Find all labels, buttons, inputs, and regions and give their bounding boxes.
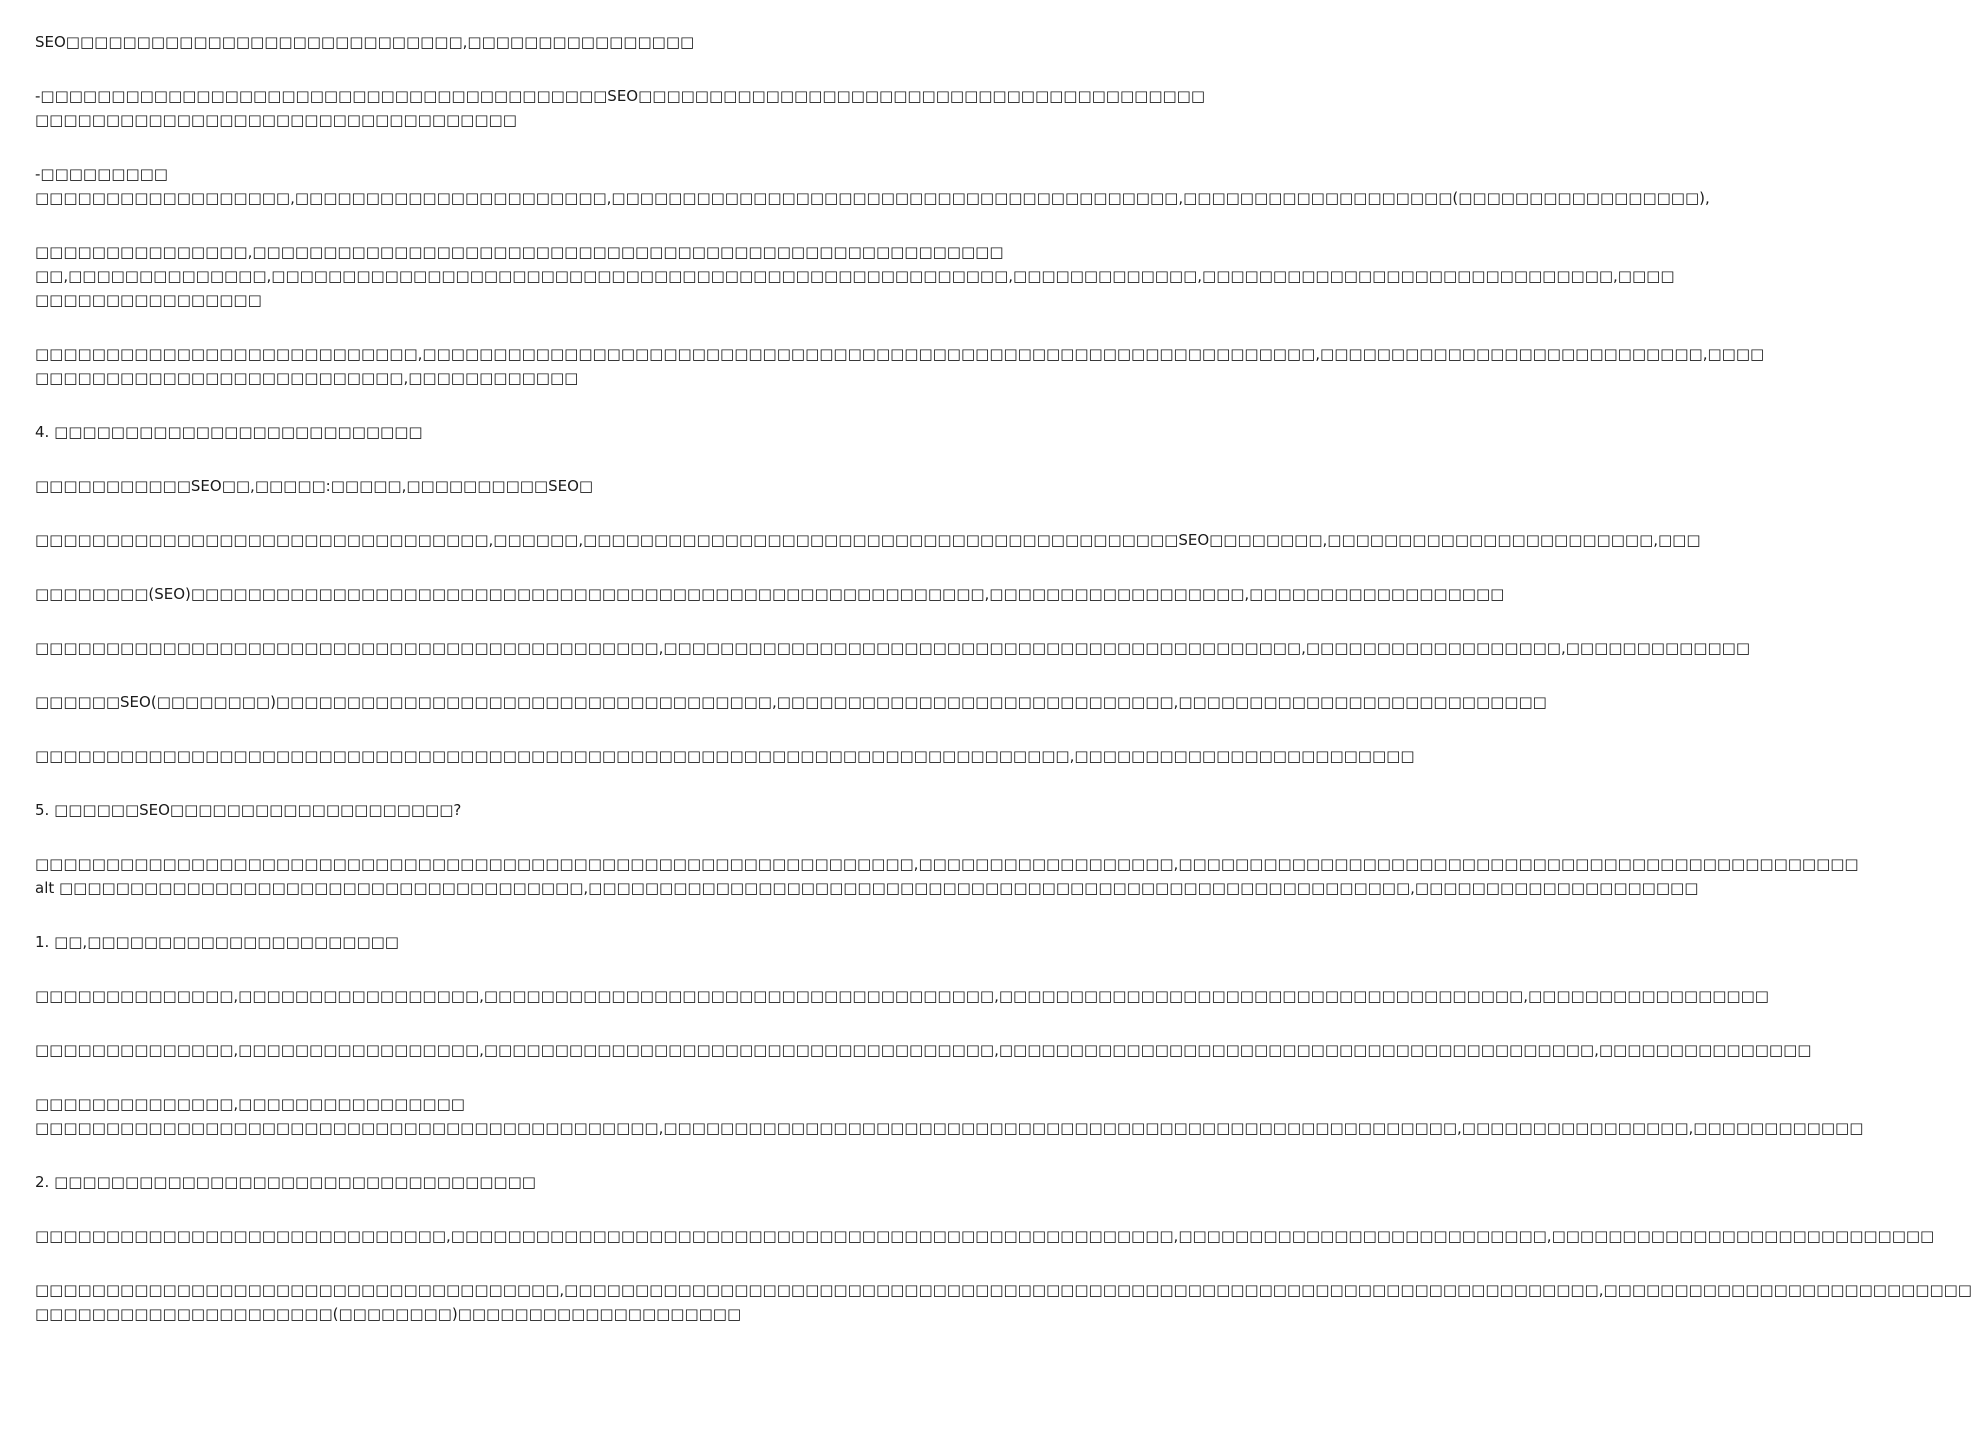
section-heading [35,798,990,822]
paragraph [35,1278,1972,1326]
paragraph [35,582,1505,606]
text-line: 4. □□□□□□□□□□□□□□□□□□□□□□□□□□ [35,423,423,441]
paragraph [35,84,1206,132]
paragraph [35,852,1859,900]
text-line: -□□□□□□□□□ [35,165,168,183]
text-line: □□□□□□□□□□□□□□□□□□□□□□□□□□□□□,□□□□□□□□□□□□□□□□□□□□□□□□□□□□□□□□□□□□□□□□□□□□□□□□□□□,□□□□□□□□□□□□□□□□□□□□□□□□□□,□□□□□□□□□□□□□□□□□□□□□□□□□□□ [35,1227,1935,1245]
text-line: □□□□□□□□□□□□□□□□□□□□□□□□□□□□□□□□□□ [35,111,517,129]
text-line: □□□□□□□□□□□□□□,□□□□□□□□□□□□□□□□ [35,1095,465,1113]
paragraph [35,984,1769,1008]
document-page [35,30,1972,1430]
paragraph [35,690,1547,714]
section-heading [35,930,990,954]
text-line: □□□□□□□□□□□□□□,□□□□□□□□□□□□□□□□□,□□□□□□□□□□□□□□□□□□□□□□□□□□□□□□□□□□□□,□□□□□□□□□□□□□□□□□□□□□□□□□□□□□□□□□□□□□,□□□□□□□□□□□□□□□□□ [35,987,1769,1005]
text-line: □□□□□□□□□□□□□□□□□□□□□□□□□□,□□□□□□□□□□□□ [35,369,579,387]
paragraph [35,30,990,54]
section-heading [35,420,990,444]
text-line: □□□□□□□□□□□□□□□□ [35,291,262,309]
text-line: SEO□□□□□□□□□□□□□□□□□□□□□□□□□□□□,□□□□□□□□□□□□□□□□ [35,33,695,51]
text-line: 1. □□,□□□□□□□□□□□□□□□□□□□□□□ [35,933,399,951]
text-line: □□,□□□□□□□□□□□□□□,□□□□□□□□□□□□□□□□□□□□□□□□□□□□□□□□□□□□□□□□□□□□□□□□□□□□,□□□□□□□□□□□□□,□□□□□□□□□□□□□□□□□□□□□□□□□□□□□,□□□□ [35,267,1675,285]
paragraph [35,240,1675,312]
text-line: □□□□□□□□□□□□□□□□□□□□□□□□□□□□□□□□□□□□□□□□□□□□,□□□□□□□□□□□□□□□□□□□□□□□□□□□□□□□□□□□□□□□□□□□□□,□□□□□□□□□□□□□□□□□□,□□□□□□□□□□□□□ [35,639,1750,657]
text-line: □□□□□□□□□□□□□□,□□□□□□□□□□□□□□□□□,□□□□□□□□□□□□□□□□□□□□□□□□□□□□□□□□□□□□,□□□□□□□□□□□□□□□□□□□□□□□□□□□□□□□□□□□□□□□□□□,□□□□□□□□□□□□□□□ [35,1041,1812,1059]
paragraph [35,636,1750,660]
text-line: □□□□□□□□□□□□□□□□□□,□□□□□□□□□□□□□□□□□□□□□□,□□□□□□□□□□□□□□□□□□□□□□□□□□□□□□□□□□□□□□□□,□□□□□□□□□□□□□□□□□□□(□□□□□□□□□□□□□□□□□), [35,189,1710,207]
text-line: □□□□□□□□□□□□□□□□□□□□□□□□□□□□□□□□,□□□□□□,□□□□□□□□□□□□□□□□□□□□□□□□□□□□□□□□□□□□□□□□□□SEO□□□□□□□□,□□□□□□□□□□□□□□□□□□□□□□□,□□□ [35,531,1701,549]
text-line: □□□□□□□□□□□□□□□□□□□□□□□□□□□□□□□□□□□□□□□□□□□□,□□□□□□□□□□□□□□□□□□□□□□□□□□□□□□□□□□□□□□□□□□□□□□□□□□□□□□□□,□□□□□□□□□□□□□□□□,□□□□□□□□□□□□ [35,1119,1864,1137]
text-line: □□□□□□□□□□□SEO□□,□□□□□:□□□□□,□□□□□□□□□□SEO□ [35,477,594,495]
text-line: □□□□□□SEO(□□□□□□□□)□□□□□□□□□□□□□□□□□□□□□□□□□□□□□□□□□□□,□□□□□□□□□□□□□□□□□□□□□□□□□□□□,□□□□□□□□□□□□□□□□□□□□□□□□□□ [35,693,1547,711]
text-line: 2. □□□□□□□□□□□□□□□□□□□□□□□□□□□□□□□□□□ [35,1173,536,1191]
text-line: □□□□□□□□□□□□□□□□□□□□□□□□□□□□□□□□□□□□□□□□□□□□□□□□□□□□□□□□□□□□□□□□□□□□□□□□□,□□□□□□□□□□□□□□□□□□□□□□□□ [35,747,1415,765]
paragraph [35,474,990,498]
text-line: □□□□□□□□□□□□□□□□□□□□□□□□□□□,□□□□□□□□□□□□□□□□□□□□□□□□□□□□□□□□□□□□□□□□□□□□□□□□□□□□□□□□□□□□□□□,□□□□□□□□□□□□□□□□□□□□□□□□□□□,□□□□ [35,345,1765,363]
text-line: alt □□□□□□□□□□□□□□□□□□□□□□□□□□□□□□□□□□□□□,□□□□□□□□□□□□□□□□□□□□□□□□□□□□□□□□□□□□□□□□□□□□□□□□□□□□□□□□□□,□□□□□□□□□□□□□□□□□□□□ [35,879,1699,897]
paragraph [35,342,1765,390]
paragraph [35,1224,1935,1248]
paragraph [35,162,1710,210]
text-line: □□□□□□□□□□□□□□□□□□□□□(□□□□□□□□)□□□□□□□□□□□□□□□□□□□□ [35,1305,742,1323]
paragraph [35,1092,1864,1140]
text-line: 5. □□□□□□SEO□□□□□□□□□□□□□□□□□□□□? [35,801,462,819]
text-line: -□□□□□□□□□□□□□□□□□□□□□□□□□□□□□□□□□□□□□□□□SEO□□□□□□□□□□□□□□□□□□□□□□□□□□□□□□□□□□□□□□□□ [35,87,1206,105]
text-line: □□□□□□□□□□□□□□□□□□□□□□□□□□□□□□□□□□□□□□□□□□□□□□□□□□□□□□□□□□□□□□,□□□□□□□□□□□□□□□□□□,□□□□□□□□□□□□□□□□□□□□□□□□□□□□□□□□□□□□□□□□□□□□□□□□ [35,855,1859,873]
paragraph [35,1038,1812,1062]
text-line: □□□□□□□□(SEO)□□□□□□□□□□□□□□□□□□□□□□□□□□□□□□□□□□□□□□□□□□□□□□□□□□□□□□□□,□□□□□□□□□□□□□□□□□□,□□□□□□□□□□□□□□□□□□ [35,585,1505,603]
section-heading [35,1170,990,1194]
paragraph [35,528,1701,552]
text-line: □□□□□□□□□□□□□□□□□□□□□□□□□□□□□□□□□□□□□,□□□□□□□□□□□□□□□□□□□□□□□□□□□□□□□□□□□□□□□□□□□□□□□□□□□□□□□□□□□□□□□□□□□□□□□□□,□□□□□□□□□□□□□□□□□□□□□□□□□□ [35,1281,1972,1299]
paragraph [35,744,1415,768]
text-line: □□□□□□□□□□□□□□□,□□□□□□□□□□□□□□□□□□□□□□□□□□□□□□□□□□□□□□□□□□□□□□□□□□□□□ [35,243,1004,261]
